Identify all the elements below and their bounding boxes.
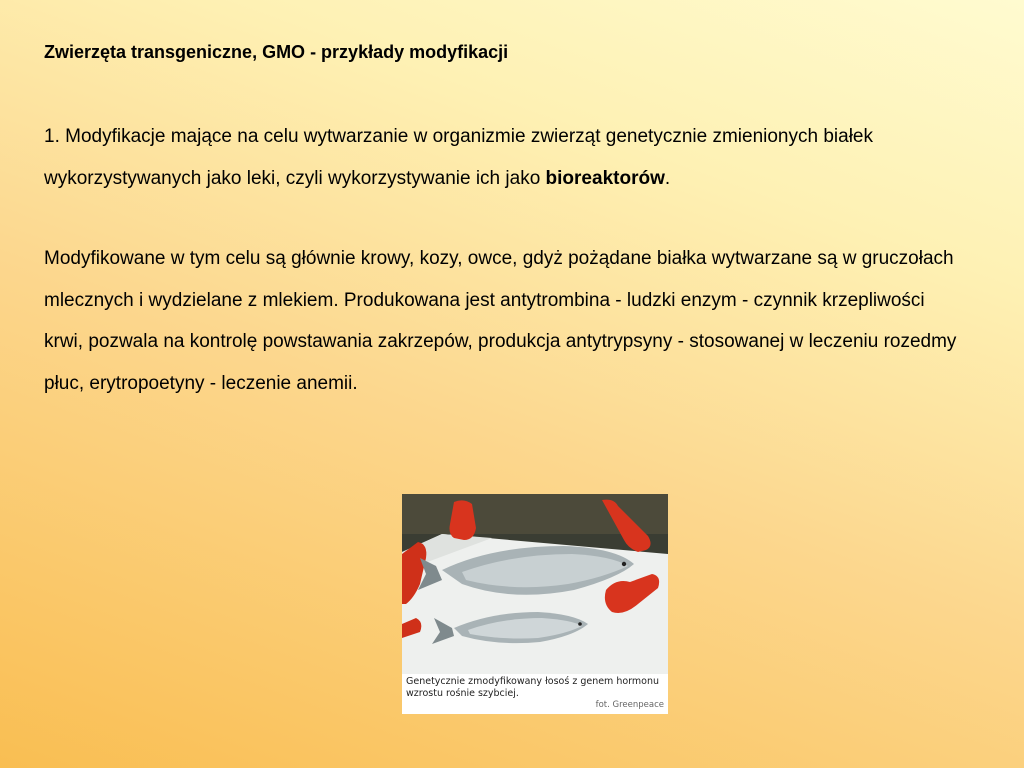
slide-title: Zwierzęta transgeniczne, GMO - przykłady modyfikacji — [44, 42, 509, 62]
paragraph-bioreactors-text: 1. Modyfikacje mające na celu wytwarzanie w organizmie zwierząt genetycznie zmienionych białek wykorzystywanych jako leki, czyli wykorzystywanie ich jako — [44, 126, 873, 189]
salmon-photo — [402, 494, 668, 714]
paragraph-examples: Modyfikowane w tym celu są głównie krowy, kozy, owce, gdyż pożądane białka wytwarzane są w gruczołach mlecznych i wydzielane z mlekiem. Produkowana jest antytrombina - ludzki enzym - czynnik krzepliwości krwi, pozwala na kontrolę powstawania zakrzepów, produkcja antytrypsyny - stosowanej w leczeniu rozedmy płuc, erytropoetyny - leczenie anemii. — [44, 248, 962, 394]
photo-credit: fot. Greenpeace — [595, 700, 664, 710]
salmon-photo-image — [402, 494, 668, 674]
photo-caption: Genetycznie zmodyfikowany łosoś z genem hormonu wzrostu rośnie szybciej. — [406, 676, 660, 699]
paragraph-bioreactors-end: . — [664, 167, 671, 189]
bioreactors-term: bioreaktorów — [545, 167, 665, 189]
paragraph-bioreactors — [44, 116, 984, 199]
